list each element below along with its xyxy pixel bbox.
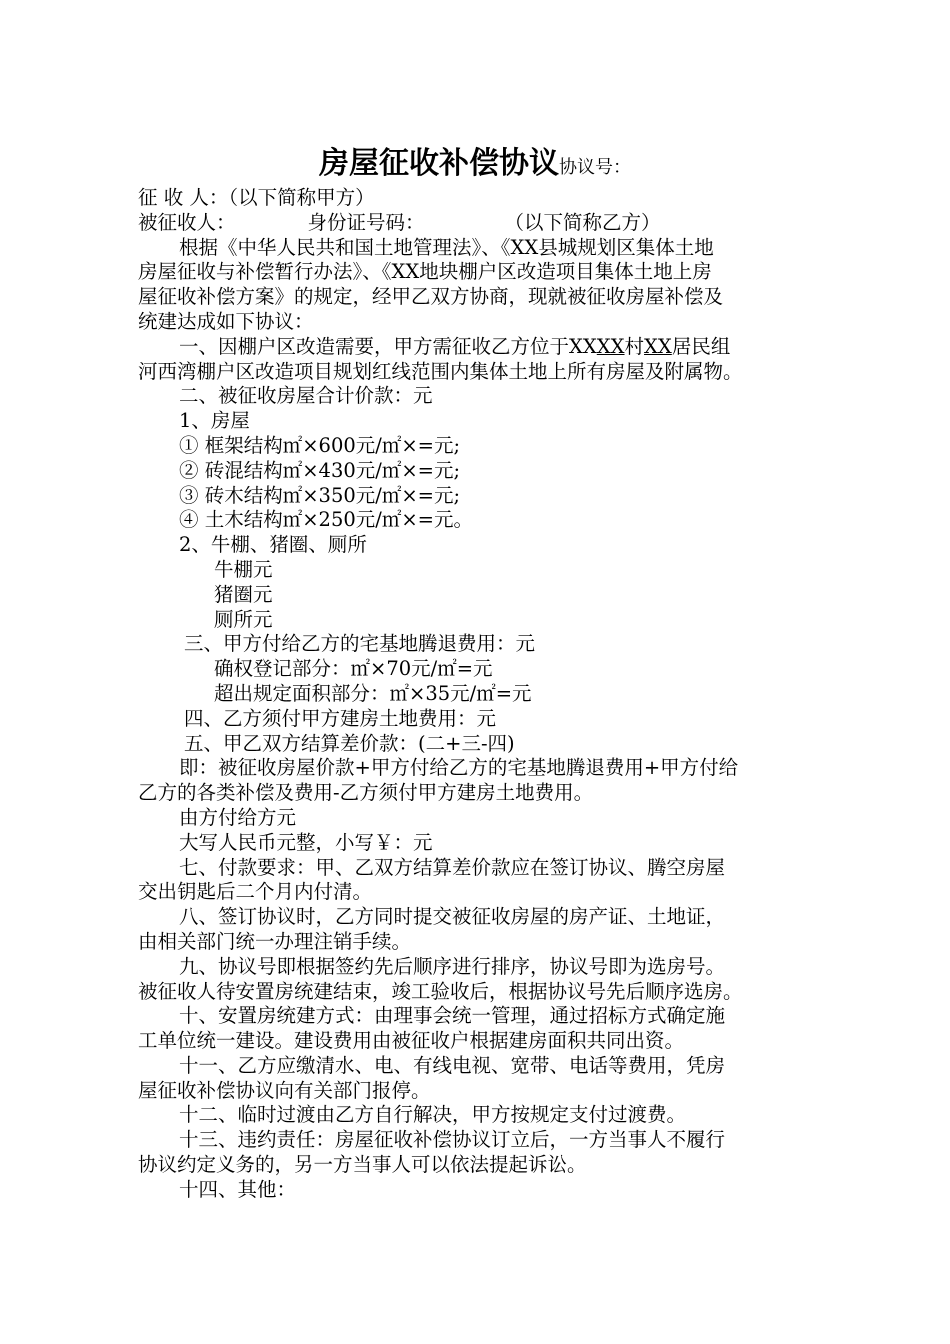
section5-line-4: 大写人民币元整，小写￥：元 bbox=[179, 830, 433, 854]
section3-item-1: 确权登记部分：㎡×70元/㎡=元 bbox=[214, 657, 493, 681]
document-title bbox=[0, 138, 950, 182]
section1-line-1 bbox=[138, 335, 818, 360]
section2-heading: 二、被征收房屋合计价款：元 bbox=[179, 384, 433, 408]
section14-line: 十四、其他： bbox=[179, 1177, 297, 1201]
section3-heading: 三、甲方付给乙方的宅基地腾退费用：元 bbox=[184, 632, 536, 656]
intro-line-3: 屋征收补偿方案》的规定，经甲乙双方协商，现就被征收房屋补偿及 bbox=[138, 285, 724, 309]
section7-line-1: 七、付款要求：甲、乙双方结算差价款应在签订协议、腾空房屋 bbox=[179, 855, 726, 879]
section1-underlined-2: XX bbox=[644, 334, 672, 358]
intro-line-2: 房屋征收与补偿暂行办法》、《XX地块棚户区改造项目集体土地上房 bbox=[138, 260, 712, 284]
party-b-label: （以下简称乙方） bbox=[504, 210, 661, 234]
section2-sub1: 1、房屋 bbox=[179, 409, 250, 433]
section2-item-2: ② 砖混结构㎡×430元/㎡×=元; bbox=[179, 458, 461, 482]
section5-heading: 五、甲乙双方结算差价款：(二+三-四) bbox=[184, 731, 515, 755]
section2-item-4: ④ 土木结构㎡×250元/㎡×=元。 bbox=[179, 508, 474, 532]
section2-item-3: ③ 砖木结构㎡×350元/㎡×=元; bbox=[179, 483, 461, 507]
section13-line-1: 十三、违约责任：房屋征收补偿协议订立后，一方当事人不履行 bbox=[179, 1128, 726, 1152]
section7-line-2: 交出钥匙后二个月内付清。 bbox=[138, 880, 373, 904]
section11-line-2: 屋征收补偿协议向有关部门报停。 bbox=[138, 1078, 431, 1102]
document-body bbox=[138, 186, 818, 1203]
section5-line-3: 由方付给方元 bbox=[179, 805, 297, 829]
section2-sub2-item-2: 猪圈元 bbox=[214, 582, 273, 606]
section2-item-1: ① 框架结构㎡×600元/㎡×=元; bbox=[179, 433, 461, 457]
section2-sub2: 2、牛棚、猪圈、厕所 bbox=[179, 533, 367, 557]
section8-line-2: 由相关部门统一办理注销手续。 bbox=[138, 929, 412, 953]
section3-item-2: 超出规定面积部分：㎡×35元/㎡=元 bbox=[214, 681, 532, 705]
section1-text-b: 村 bbox=[624, 334, 645, 358]
section1-line-2: 河西湾棚户区改造项目规划红线范围内集体土地上所有房屋及附属物。 bbox=[138, 359, 743, 383]
section5-line-1: 即：被征收房屋价款+甲方付给乙方的宅基地腾退费用+甲方付给 bbox=[179, 756, 739, 780]
section4-line: 四、乙方须付甲方建房土地费用：元 bbox=[184, 706, 497, 730]
section1-text-a: 一、因棚户区改造需要，甲方需征收乙方位于XX bbox=[179, 334, 597, 358]
section9-line-2: 被征收人待安置房统建结束，竣工验收后，根据协议号先后顺序选房。 bbox=[138, 979, 743, 1003]
collected-line bbox=[138, 211, 818, 236]
section13-line-2: 协议约定义务的，另一方当事人可以依法提起诉讼。 bbox=[138, 1153, 587, 1177]
section11-line-1: 十一、乙方应缴清水、电、有线电视、宽带、电话等费用，凭房 bbox=[179, 1053, 726, 1077]
section10-line-1: 十、安置房统建方式：由理事会统一管理，通过招标方式确定施 bbox=[179, 1004, 726, 1028]
section12-line: 十二、临时过渡由乙方自行解决，甲方按规定支付过渡费。 bbox=[179, 1103, 687, 1127]
section1-text-c: 居民组 bbox=[671, 334, 731, 358]
intro-line-4: 统建达成如下协议： bbox=[138, 309, 314, 333]
section10-line-2: 工单位统一建设。建设费用由被征收户根据建房面积共同出资。 bbox=[138, 1029, 685, 1053]
id-number-label: 身份证号码： bbox=[307, 210, 425, 234]
section1-underlined-1: XX bbox=[596, 334, 625, 358]
collector-line: 征 收 人：（以下简称甲方） bbox=[138, 186, 375, 209]
collected-label: 被征收人： bbox=[138, 210, 236, 234]
section2-sub2-item-1: 牛棚元 bbox=[214, 557, 273, 581]
title-main: 房屋征收补偿协议 bbox=[319, 146, 559, 181]
section9-line-1: 九、协议号即根据签约先后顺序进行排序，协议号即为选房号。 bbox=[179, 954, 726, 978]
section5-line-2: 乙方的各类补偿及费用-乙方须付甲方建房土地费用。 bbox=[138, 781, 594, 805]
intro-line-1: 根据《中华人民共和国土地管理法》、《XX县城规划区集体土地 bbox=[179, 235, 714, 259]
section2-sub2-item-3: 厕所元 bbox=[214, 607, 273, 631]
agreement-number-label: 协议号： bbox=[559, 157, 631, 178]
section8-line-1: 八、签订协议时，乙方同时提交被征收房屋的房产证、土地证， bbox=[179, 905, 726, 929]
